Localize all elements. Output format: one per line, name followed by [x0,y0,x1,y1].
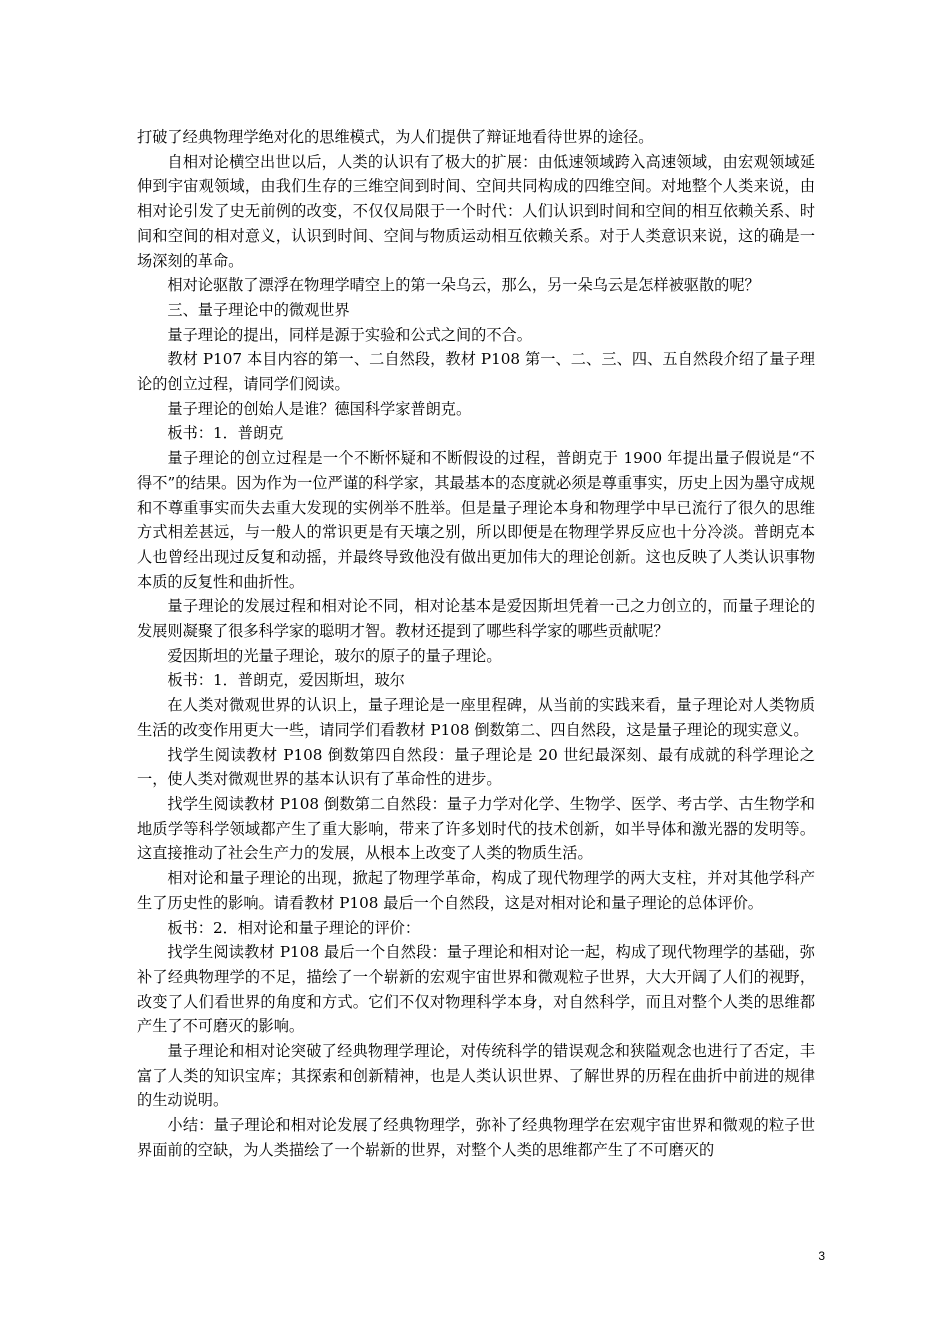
paragraph-reading-fourth-last: 找学生阅读教材 P108 倒数第四自然段：量子理论是 20 世纪最深刻、最有成就的科学理论之一，使人类对微观世界的基本认识有了革命性的进步。 [137,745,815,789]
board-note-planck: 板书：1．普朗克 [167,424,284,443]
paragraph-reading-assignment: 教材 P107 本目内容的第一、二自然段，教材 P108 第一、二、三、四、五自然段介绍了量子理论的创立过程，请同学们阅读。 [137,350,815,394]
paragraph-development-process: 量子理论的发展过程和相对论不同，相对论基本是爱因斯坦凭着一己之力创立的，而量子理论的发展则凝聚了很多科学家的聪明才智。教材还提到了哪些科学家的哪些贡献呢？ [137,597,815,641]
paragraph-breakthrough: 量子理论和相对论突破了经典物理学理论，对传统科学的错误观念和狭隘观念也进行了否定，丰富了人类的知识宝库；其探索和创新精神，也是人类认识世界、了解世界的历程在曲折中前进的规律的生动说明。 [137,1042,815,1110]
board-note-scientists: 板书：1．普朗克，爱因斯坦，玻尔 [167,671,405,690]
paragraph-creation-process: 量子理论的创立过程是一个不断怀疑和不断假设的过程，普朗克于 1900 年提出量子假说是“不得不”的结果。因为作为一位严谨的科学家，其最基本的态度就必须是尊重事实，历史上因为墨守成规和不尊重事实而失去重大发现的实例举不胜举。但是量子理论本身和物理学中早已流行了很久的思维方式相差甚远，与一般人的常识更是有天壤之别，所以即便是在物理学界反应也十分冷淡。普朗克本人也曾经出现过反复和动摇，并最终导致他没有做出更加伟大的理论创新。这也反映了人类认识事物本质的反复性和曲折性。 [137,449,815,591]
page-number: 3 [818,1249,825,1263]
paragraph-contributors: 爱因斯坦的光量子理论，玻尔的原子的量子理论。 [167,646,502,665]
section-heading-quantum: 三、量子理论中的微观世界 [167,300,350,319]
paragraph-relativity-expansion: 自相对论横空出世以后，人类的认识有了极大的扩展：由低速领域跨入高速领域，由宏观领域延伸到宇宙观领域，由我们生存的三维空间到时间、空间共同构成的四维空间。对地整个人类来说，由相对论引发了史无前例的改变，不仅仅局限于一个时代：人们认识到时间和空间的相互依赖关系、时间和空间的相对意义，认识到时间、空间与物质运动相互依赖关系。对于人类意识来说，这的确是一场深刻的革命。 [137,152,815,270]
paragraph-reading-last: 找学生阅读教材 P108 最后一个自然段：量子理论和相对论一起，构成了现代物理学的基础，弥补了经典物理学的不足，描绘了一个崭新的宏观宇宙世界和微观粒子世界，大大开阔了人们的视野，改变了人们看世界的角度和方式。它们不仅对物理科学本身，对自然科学，而且对整个人类的思维都产生了不可磨灭的影响。 [137,943,815,1036]
paragraph-milestone: 在人类对微观世界的认识上，量子理论是一座里程碑，从当前的实践来看，量子理论对人类物质生活的改变作用更大一些，请同学们看教材 P108 倒数第二、四自然段，这是量子理论的现实意义。 [137,696,815,739]
paragraph-reading-second-last: 找学生阅读教材 P108 倒数第二自然段：量子力学对化学、生物学、医学、考古学、古生物学和地质学等科学领域都产生了重大影响，带来了许多划时代的技术创新，如半导体和激光器的发明等。这直接推动了社会生产力的发展，从根本上改变了人类的物质生活。 [137,794,815,863]
paragraph-continuation: 打破了经典物理学绝对化的思维模式，为人们提供了辩证地看待世界的途径。 [137,128,654,146]
paragraph-transition-question: 相对论驱散了漂浮在物理学晴空上的第一朵乌云，那么，另一朵乌云是怎样被驱散的呢？ [167,276,760,295]
paragraph-physics-revolution: 相对论和量子理论的出现，掀起了物理学革命，构成了现代物理学的两大支柱，并对其他学科产生了历史性的影响。请看教材 P108 最后一个自然段，这是对相对论和量子理论的总体评价。 [137,869,815,912]
paragraph-summary: 小结：量子理论和相对论发展了经典物理学，弥补了经典物理学在宏观宇宙世界和微观的粒子世界面前的空缺，为人类描绘了一个崭新的世界，对整个人类的思维都产生了不可磨灭的 [137,1116,815,1159]
board-note-evaluation: 板书：2．相对论和量子理论的评价： [167,918,421,937]
paragraph-quantum-origin: 量子理论的提出，同样是源于实验和公式之间的不合。 [167,325,532,344]
paragraph-founder-question: 量子理论的创始人是谁？德国科学家普朗克。 [167,399,472,418]
document-body [137,125,815,1163]
